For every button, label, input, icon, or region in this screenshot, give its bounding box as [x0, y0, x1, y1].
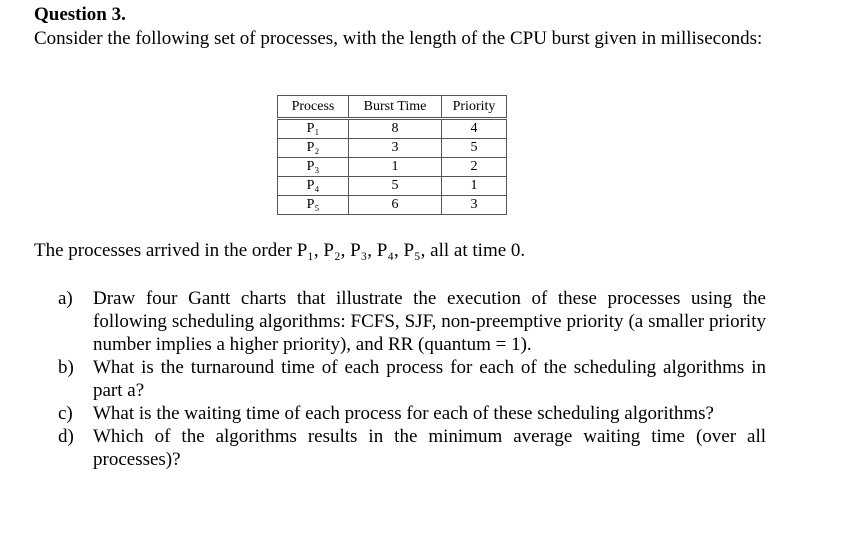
column-header-burst-time: Burst Time [349, 96, 442, 119]
process-table [277, 95, 507, 215]
burst-time-cell: 6 [349, 196, 442, 215]
table-row [278, 119, 507, 139]
list-item [58, 356, 766, 402]
list-marker: c) [58, 403, 73, 424]
burst-time-cell: 1 [349, 158, 442, 177]
question-text: What is the turnaround time of each process for each of the scheduling algorithms in part a? [93, 357, 766, 401]
column-header-process: Process [278, 96, 349, 119]
question-intro: Consider the following set of processes, with the length of the CPU burst given in milliseconds: [34, 28, 763, 49]
list-item [58, 287, 766, 356]
question-heading: Question 3. [34, 4, 126, 25]
process-cell: P₃ [278, 158, 349, 177]
table-row [278, 158, 507, 177]
question-list [58, 287, 766, 471]
priority-cell: 4 [442, 119, 507, 139]
process-cell: P₅ [278, 196, 349, 215]
table-row [278, 177, 507, 196]
process-cell: P₂ [278, 139, 349, 158]
list-item [58, 425, 766, 471]
table-header-row [278, 96, 507, 119]
priority-cell: 1 [442, 177, 507, 196]
question-text: What is the waiting time of each process for each of these scheduling algorithms? [93, 403, 714, 424]
list-marker: a) [58, 288, 73, 309]
process-cell: P₁ [278, 119, 349, 139]
table-row [278, 196, 507, 215]
list-marker: d) [58, 426, 74, 447]
table-row [278, 139, 507, 158]
priority-cell: 2 [442, 158, 507, 177]
burst-time-cell: 5 [349, 177, 442, 196]
list-item [58, 402, 766, 425]
burst-time-cell: 8 [349, 119, 442, 139]
priority-cell: 5 [442, 139, 507, 158]
question-text: Which of the algorithms results in the minimum average waiting time (over all processes)? [93, 426, 766, 470]
arrival-order-note: The processes arrived in the order P₁, P₂, P₃, P₄, P₅, all at time 0. [34, 240, 526, 261]
process-cell: P₄ [278, 177, 349, 196]
list-marker: b) [58, 357, 74, 378]
burst-time-cell: 3 [349, 139, 442, 158]
question-text: Draw four Gantt charts that illustrate the execution of these processes using the following scheduling algorithms: FCFS, SJF, non-preemptive priority (a smaller priority number implies a higher priority), and RR (quantum = 1). [93, 288, 766, 355]
priority-cell: 3 [442, 196, 507, 215]
column-header-priority: Priority [442, 96, 507, 119]
